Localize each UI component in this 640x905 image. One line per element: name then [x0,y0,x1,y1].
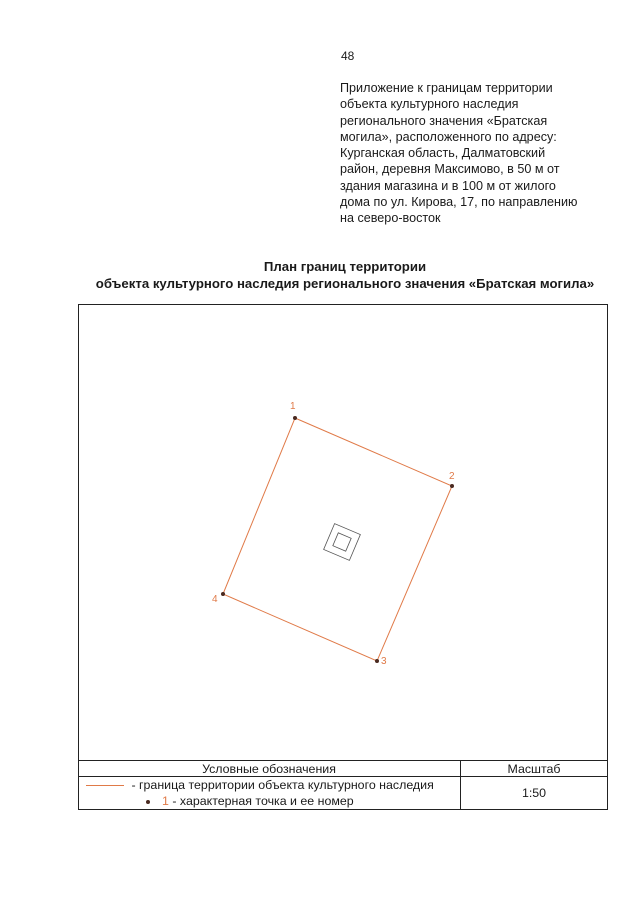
appendix-line: могила», расположенного по адресу: [340,129,557,144]
point-marker-1 [293,416,297,420]
appendix-line: Курганская область, Далматовский [340,146,546,161]
legend-boundary-text: - граница территории объекта культурного наследия [128,778,434,792]
boundary-plan [79,305,609,761]
legend-boundary-row [86,778,434,792]
point-label-3: 3 [381,656,387,667]
grave-outer-marker [324,524,361,561]
legend-table [78,760,608,810]
scale-header: Масштаб [461,761,607,777]
boundary-polygon [223,418,452,661]
legend-point-number: 1 [162,794,169,808]
boundary-line-icon [86,785,124,786]
appendix-note [340,80,625,227]
appendix-line: район, деревня Максимово, в 50 м от [340,162,560,177]
appendix-line: Приложение к границам территории [340,81,553,95]
appendix-line: здания магазина и в 100 м от жилого [340,178,556,193]
appendix-line: на северо-восток [340,211,441,226]
appendix-line: объекта культурного наследия [340,97,519,112]
grave-inner-marker [333,533,351,551]
point-label-1: 1 [290,401,296,412]
plan-frame [78,304,608,810]
plan-title-line2: объекта культурного наследия регионального значения «Братская могила» [95,276,595,291]
point-marker-3 [375,659,379,663]
legend-header: Условные обозначения [78,761,461,777]
point-marker-2 [450,484,454,488]
point-label-4: 4 [212,594,218,605]
plan-title-line1: План границ территории [263,259,427,274]
appendix-line: регионального значения «Братская [340,113,548,128]
scale-value: 1:50 [521,786,547,800]
legend-point-text: - характерная точка и ее номер [168,794,354,808]
point-label-2: 2 [449,471,455,482]
plan-title [0,258,640,292]
point-marker-4 [221,592,225,596]
point-dot-icon [146,800,150,804]
appendix-line: дома по ул. Кирова, 17, по направлению [340,195,578,210]
legend-point-row [146,794,354,808]
legend-body [78,777,461,810]
page-number: 48 [341,49,355,63]
